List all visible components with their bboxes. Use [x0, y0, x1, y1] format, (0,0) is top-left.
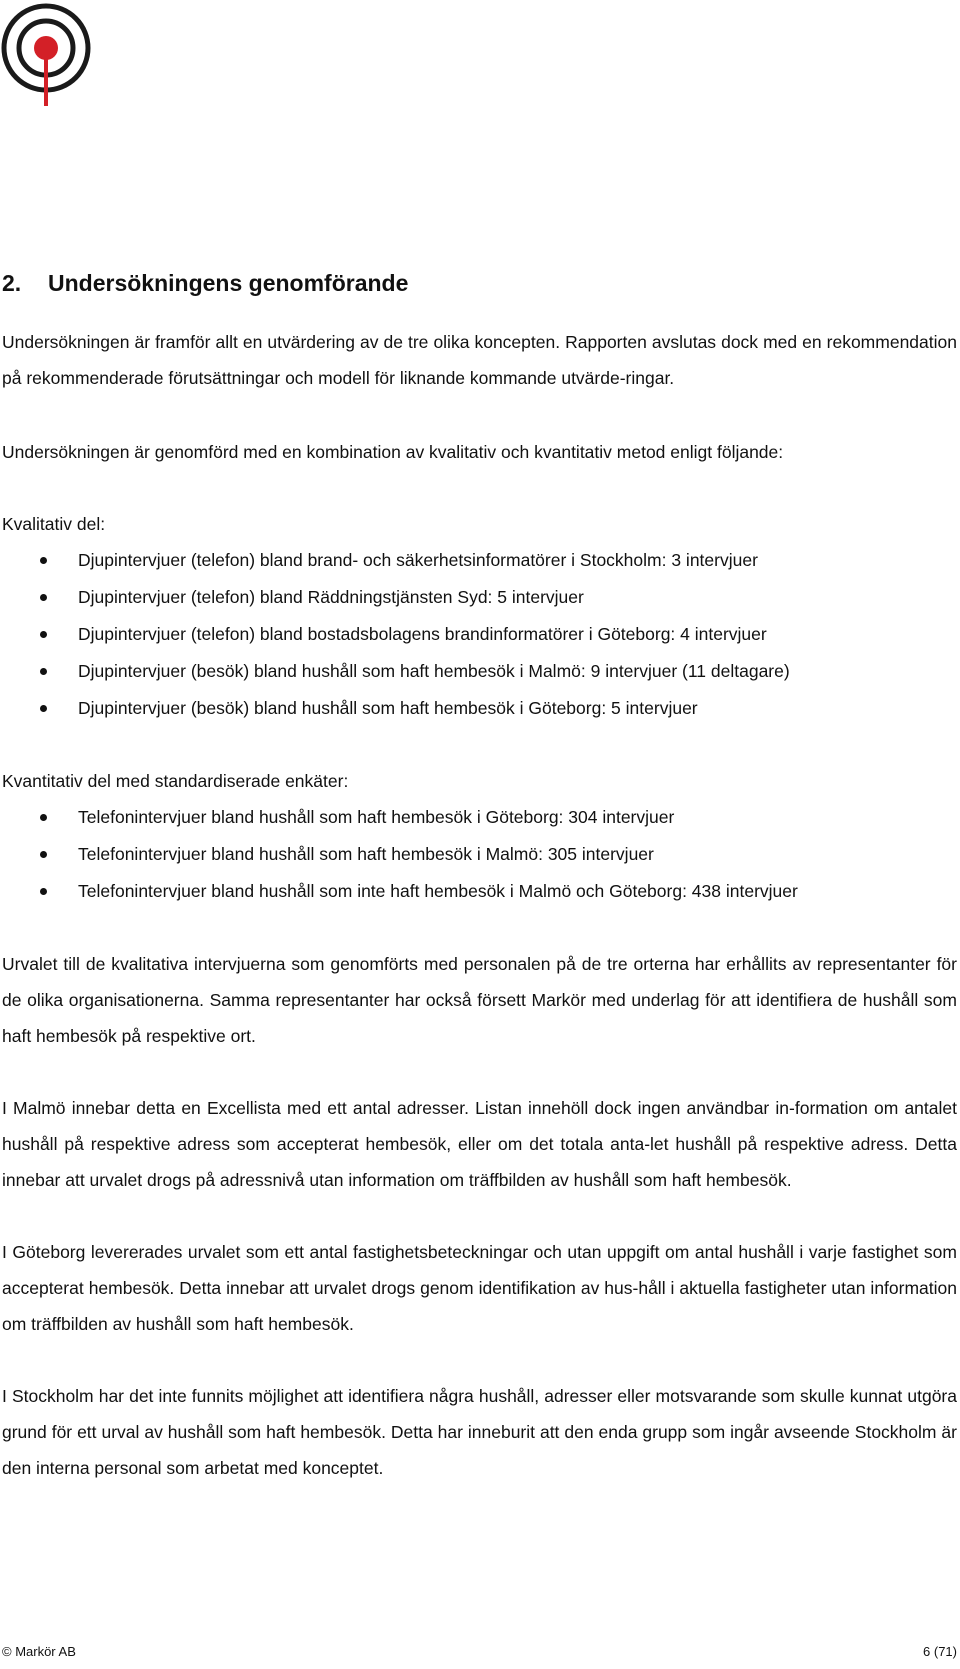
- list-item: Djupintervjuer (telefon) bland brand- och säkerhetsinformatörer i Stockholm: 3 intervjuer: [2, 542, 957, 579]
- section-number: 2.: [2, 270, 22, 296]
- bullet-icon: [40, 631, 47, 638]
- footer-page-number: 6 (71): [923, 1644, 957, 1659]
- bullet-icon: [40, 705, 47, 712]
- bullet-icon: [40, 814, 47, 821]
- list-item: Djupintervjuer (telefon) bland Räddningstjänsten Syd: 5 intervjuer: [2, 579, 957, 616]
- intro-paragraph: Undersökningen är framför allt en utvärdering av de tre olika koncepten. Rapporten avslutas dock med en rekommendation på rekommenderade förutsättningar och modell för liknande kommande utvärde-ringar.: [2, 332, 957, 388]
- qualitative-list: [2, 542, 957, 727]
- qualitative-label: Kvalitativ del:: [2, 514, 106, 534]
- stockholm-paragraph: I Stockholm har det inte funnits möjlighet att identifiera några hushåll, adresser eller motsvarande som skulle kunnat utgöra grund för ett urval av hushåll som haft hembesök. Detta har inneburit att den enda grupp som ingår avseende Stockholm är den interna personal som arbetat med konceptet.: [2, 1386, 957, 1478]
- footer-copyright: © Markör AB: [2, 1644, 76, 1659]
- malmo-paragraph: I Malmö innebar detta en Excellista med ett antal adresser. Listan innehöll dock ingen användbar in-formation om antalet hushåll på respektive adress som accepterat hembesök, eller om det totala anta-let hushåll på respektive adress. Detta innebar att urvalet drogs på adressnivå utan information om träffbilden av hushåll som haft hembesök.: [2, 1098, 957, 1190]
- goteborg-paragraph: I Göteborg levererades urvalet som ett antal fastighetsbeteckningar och utan uppgift om antal hushåll i varje fastighet som accepterat hembesök. Detta innebar att urvalet drogs genom identifikation av hus-håll i aktuella fastigheter utan information om träffbilden av hushåll som haft hembesök.: [2, 1242, 957, 1334]
- list-item: Telefonintervjuer bland hushåll som haft hembesök i Malmö: 305 intervjuer: [2, 836, 957, 873]
- document-body: [2, 268, 957, 1486]
- bullet-icon: [40, 594, 47, 601]
- bullet-icon: [40, 557, 47, 564]
- method-paragraph: Undersökningen är genomförd med en kombination av kvalitativ och kvantitativ metod enligt följande:: [2, 442, 784, 462]
- bullet-icon: [40, 851, 47, 858]
- target-logo-icon: [0, 0, 100, 115]
- list-item: Djupintervjuer (telefon) bland bostadsbolagens brandinformatörer i Göteborg: 4 intervjuer: [2, 616, 957, 653]
- list-item: Telefonintervjuer bland hushåll som inte haft hembesök i Malmö och Göteborg: 438 intervjuer: [2, 873, 957, 910]
- bullet-icon: [40, 668, 47, 675]
- bullet-icon: [40, 888, 47, 895]
- company-logo: [0, 0, 100, 115]
- list-item: Djupintervjuer (besök) bland hushåll som haft hembesök i Malmö: 9 intervjuer (11 deltagare): [2, 653, 957, 690]
- quantitative-list: [2, 799, 957, 910]
- list-item: Djupintervjuer (besök) bland hushåll som haft hembesök i Göteborg: 5 intervjuer: [2, 690, 957, 727]
- selection-paragraph: Urvalet till de kvalitativa intervjuerna som genomförts med personalen på de tre orterna har erhållits av representanter för de olika organisationerna. Samma representanter har också försett Markör med underlag för att identifiera de hushåll som haft hembesök på respektive ort.: [2, 954, 957, 1046]
- section-heading: [2, 268, 957, 298]
- section-title: Undersökningens genomförande: [48, 270, 409, 296]
- quantitative-label: Kvantitativ del med standardiserade enkäter:: [2, 771, 349, 791]
- list-item: Telefonintervjuer bland hushåll som haft hembesök i Göteborg: 304 intervjuer: [2, 799, 957, 836]
